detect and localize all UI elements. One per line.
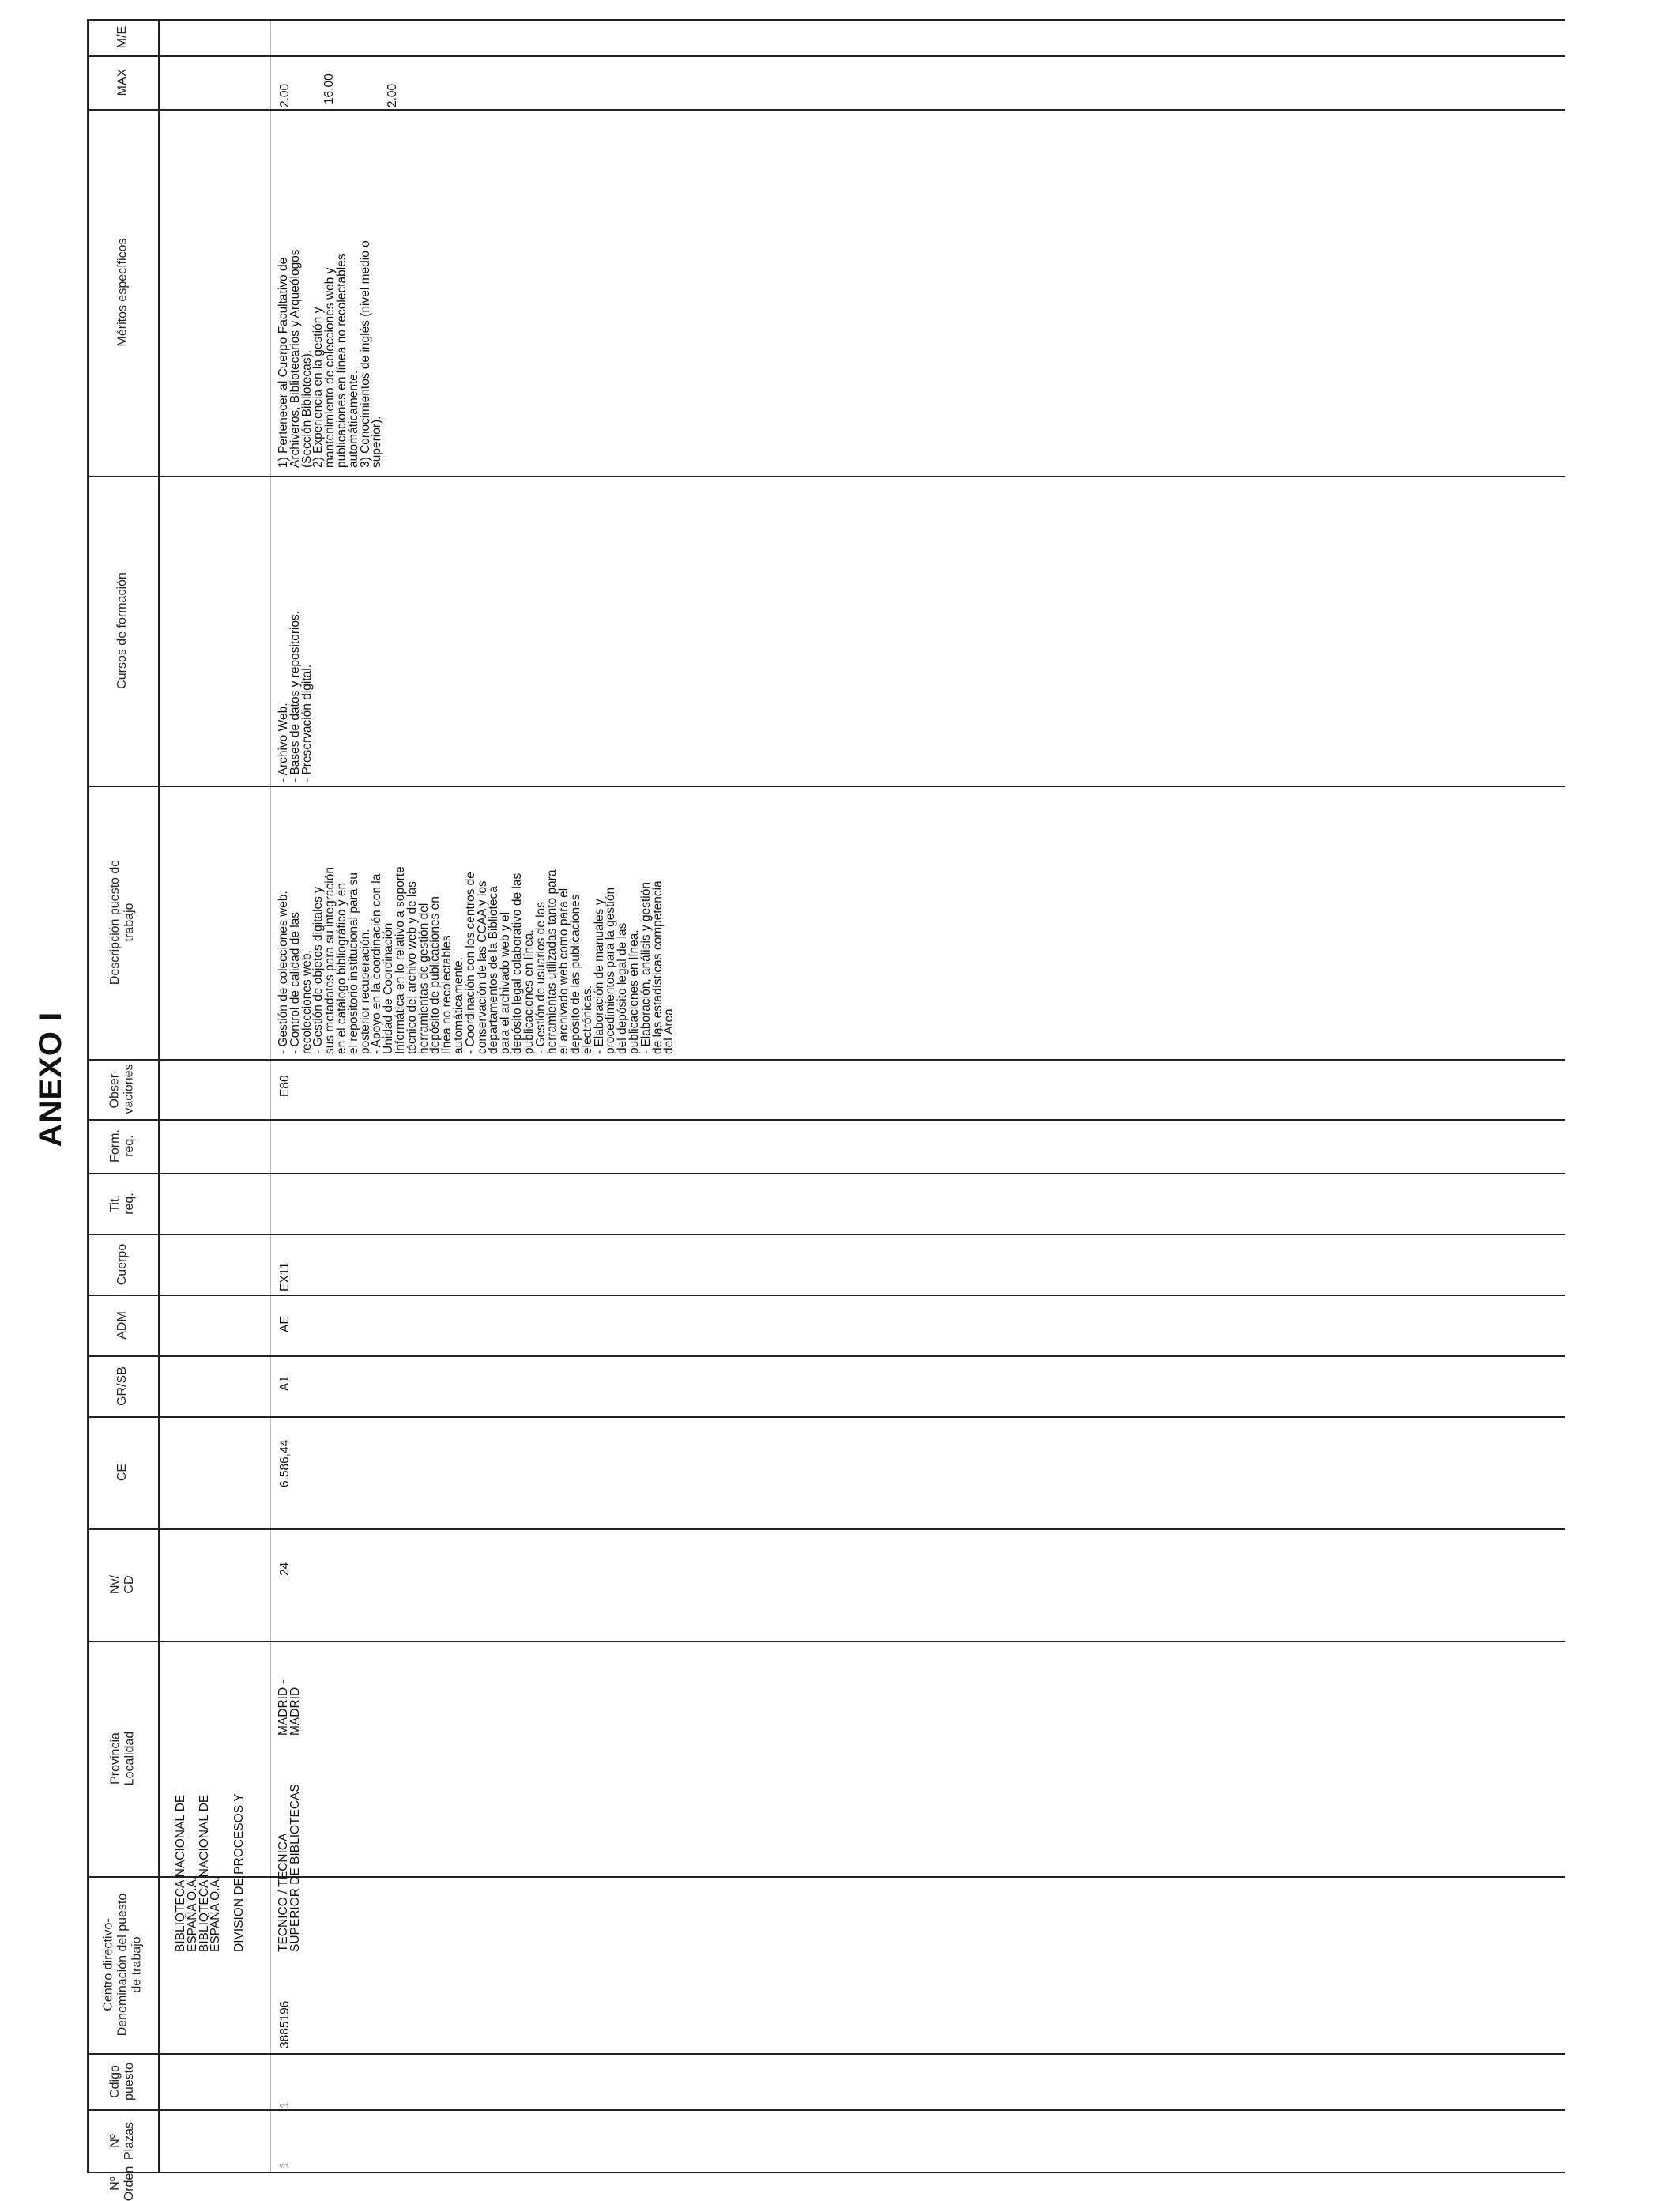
header-tit-req: Tit. req. [107,1192,136,1215]
header-cursos: Cursos de formación [115,572,129,689]
col-divider [87,1641,1565,1642]
col-divider [87,1234,1565,1235]
header-cuerpo: Cuerpo [115,1243,129,1285]
header-nv-cd: Nv/ CD [108,1575,136,1594]
col-divider [87,1295,1565,1296]
col-divider [87,476,1565,477]
header-observaciones: Obser- vaciones [108,1064,136,1114]
header-descripcion: Descripción puesto de trabajo [108,859,136,986]
header-m-e: M/E [115,25,129,49]
col-divider [87,1173,1565,1174]
header-provincia: Provincia Localidad [108,1731,136,1786]
col-divider [87,1528,1565,1530]
header-n-plazas: Nº Plazas [108,2121,136,2160]
col-divider [87,1416,1565,1418]
header-centro-directivo: Centro directivo- Denominación del puesto de trabajo [101,1893,143,2037]
table-border-bottom [87,2172,1565,2173]
col-divider [87,109,1565,111]
col-divider [87,55,1565,57]
page-title: ANEXO I [33,1011,69,1147]
header-codigo-puesto: Cdigo puesto [107,2062,136,2101]
header-meritos: Méritos específicos [115,238,129,347]
col-divider [87,786,1565,787]
header-max: MAX [115,68,129,96]
header-n-orden: Nº Orden [108,2165,136,2201]
section-row-divider [270,19,271,2173]
header-form-req: Form. req. [108,1129,136,1163]
header-row-divider [158,19,160,2173]
col-divider [87,1355,1565,1357]
col-divider [87,1059,1565,1061]
table-border-top [87,19,1565,21]
header-adm: ADM [115,1310,129,1340]
col-divider [87,1119,1565,1121]
header-gr-sb: GR/SB [115,1366,129,1406]
col-divider [87,2109,1565,2111]
col-divider [87,2053,1565,2055]
col-divider [87,1876,1565,1878]
header-ce: CE [115,1463,129,1482]
